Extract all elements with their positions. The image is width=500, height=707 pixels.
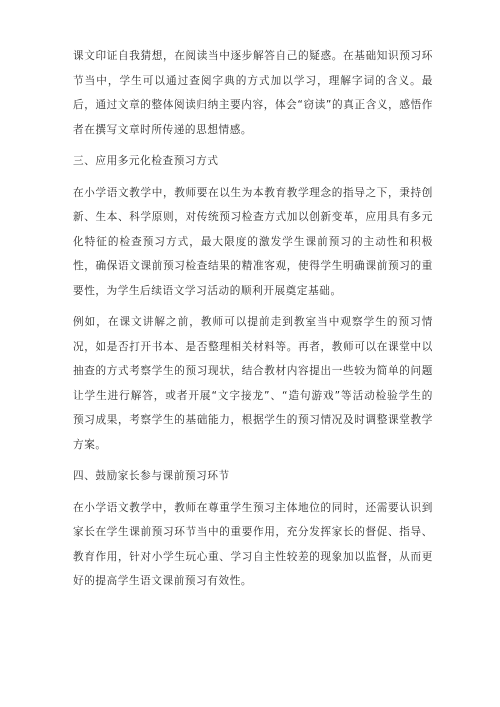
paragraph-section-3-example: 例如，在课文讲解之前，教师可以提前走到教室当中观察学生的预习情况，如是否打开书本、是否整理相关材料等。再者，教师可以在课堂中以抽查的方式考察学生的预习现状，结合教材内容提出一些较为简单的问题让学生进行解答，或者开展“文字接龙”、“造句游戏”等活动检验学生的预习成果，考察学生的基础能力，根据学生的预习情况及时调整课堂教学方案。 [73,316,433,451]
section-heading-4: 四、鼓励家长参与课前预习环节 [73,470,230,482]
paragraph-section-4: 在小学语文教学中，教师在尊重学生预习主体地位的同时，还需要认识到家长在学生课前预习环节当中的重要作用，充分发挥家长的督促、指导、教育作用，针对小学生玩心重、学习自主性较差的现象加以监督，从而更好的提高学生语文课前预习有效性。 [73,501,433,587]
paragraph-section-3-intro: 在小学语文教学中，教师要在以生为本教育教学理念的指导之下，秉持创新、生本、科学原则，对传统预习检查方式加以创新变革，应用具有多元化特征的检查预习方式，最大限度的激发学生课前预习的主动性和积极性，确保语文课前预习检查结果的精准客观，使得学生明确课前预习的重要性，为学生后续语文学习活动的顺利开展奠定基础。 [73,186,433,297]
paragraph-spacer [73,489,433,496]
section-heading-3: 三、应用多元化检查预习方式 [73,155,219,167]
paragraph-spacer [73,142,433,149]
paragraph-spacer [73,174,433,181]
paragraph-spacer [73,457,433,464]
document-body [73,44,433,594]
paragraph-continuation: 课文印证自我猜想，在阅读当中逐步解答自己的疑惑。在基础知识预习环节当中，学生可以通过查阅字典的方式加以学习，理解字词的含义。最后，通过文章的整体阅读归纳主要内容，体会“窃读”的真正含义，感悟作者在撰写文章时所传递的思想情感。 [73,50,433,136]
paragraph-spacer [73,303,433,310]
